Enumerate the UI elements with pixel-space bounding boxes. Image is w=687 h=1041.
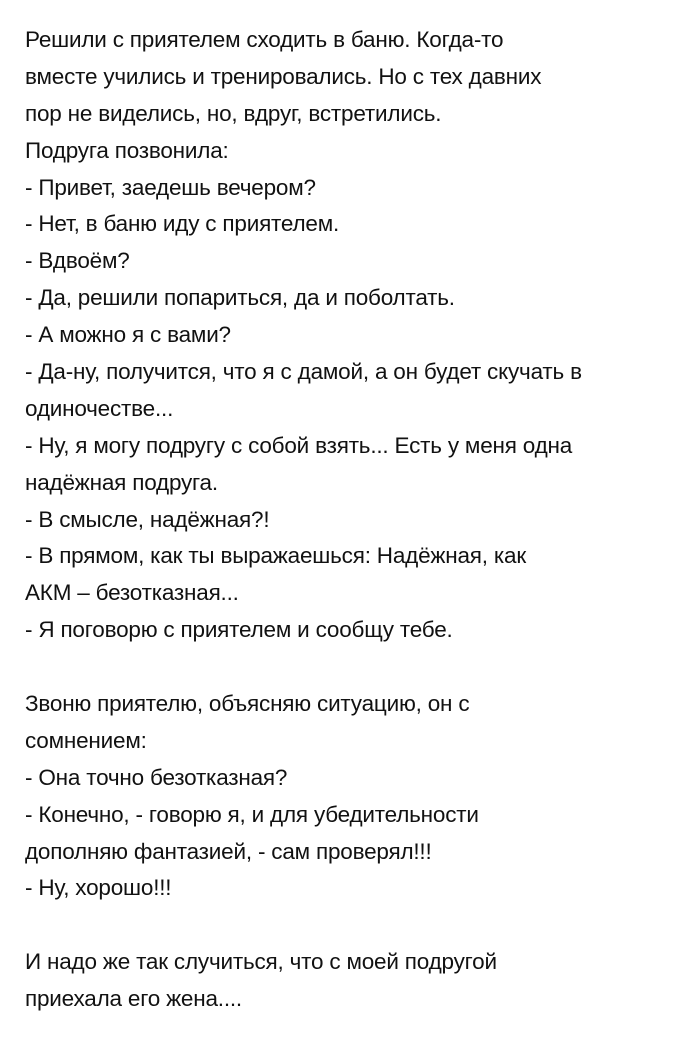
text-line: пор не виделись, но, вдруг, встретились. [25, 100, 442, 126]
text-line: сомнением: [25, 727, 147, 753]
paragraph-gap [25, 649, 665, 686]
dialogue-line: одиночестве... [25, 395, 174, 421]
text-line: приехала его жена.... [25, 986, 242, 1012]
dialogue-line: - В смысле, надёжная?! [25, 506, 270, 532]
story-text [25, 22, 665, 1018]
text-line: И надо же так случиться, что с моей подругой [25, 949, 497, 975]
dialogue-line: - Она точно безотказная? [25, 764, 288, 790]
text-line: Звоню приятелю, объясняю ситуацию, он с [25, 691, 470, 717]
text-line: вместе учились и тренировались. Но с тех давних [25, 63, 542, 89]
text-line: Решили с приятелем сходить в баню. Когда-то [25, 27, 504, 52]
dialogue-line: АКМ – безотказная... [25, 580, 239, 606]
dialogue-line: - Привет, заедешь вечером? [25, 174, 316, 200]
text-line: Подруга позвонила: [25, 137, 229, 163]
dialogue-line: - Нет, в баню иду с приятелем. [25, 211, 340, 237]
dialogue-line: - А можно я с вами? [25, 322, 231, 348]
dialogue-line: - Вдвоём? [25, 248, 130, 274]
dialogue-line: - Да, решили попариться, да и поболтать. [25, 285, 455, 311]
paragraph-gap [25, 907, 665, 944]
dialogue-line: - В прямом, как ты выражаешься: Надёжная, как [25, 543, 526, 569]
dialogue-line: - Ну, хорошо!!! [25, 875, 172, 901]
dialogue-line: надёжная подруга. [25, 469, 218, 495]
dialogue-line: - Конечно, - говорю я, и для убедительности [25, 801, 479, 827]
dialogue-line: - Да-ну, получится, что я с дамой, а он будет скучать в [25, 359, 582, 385]
dialogue-line: - Ну, я могу подругу с собой взять... Есть у меня одна [25, 432, 573, 458]
dialogue-line: дополняю фантазией, - сам проверял!!! [25, 838, 432, 864]
dialogue-line: - Я поговорю с приятелем и сообщу тебе. [25, 617, 453, 643]
